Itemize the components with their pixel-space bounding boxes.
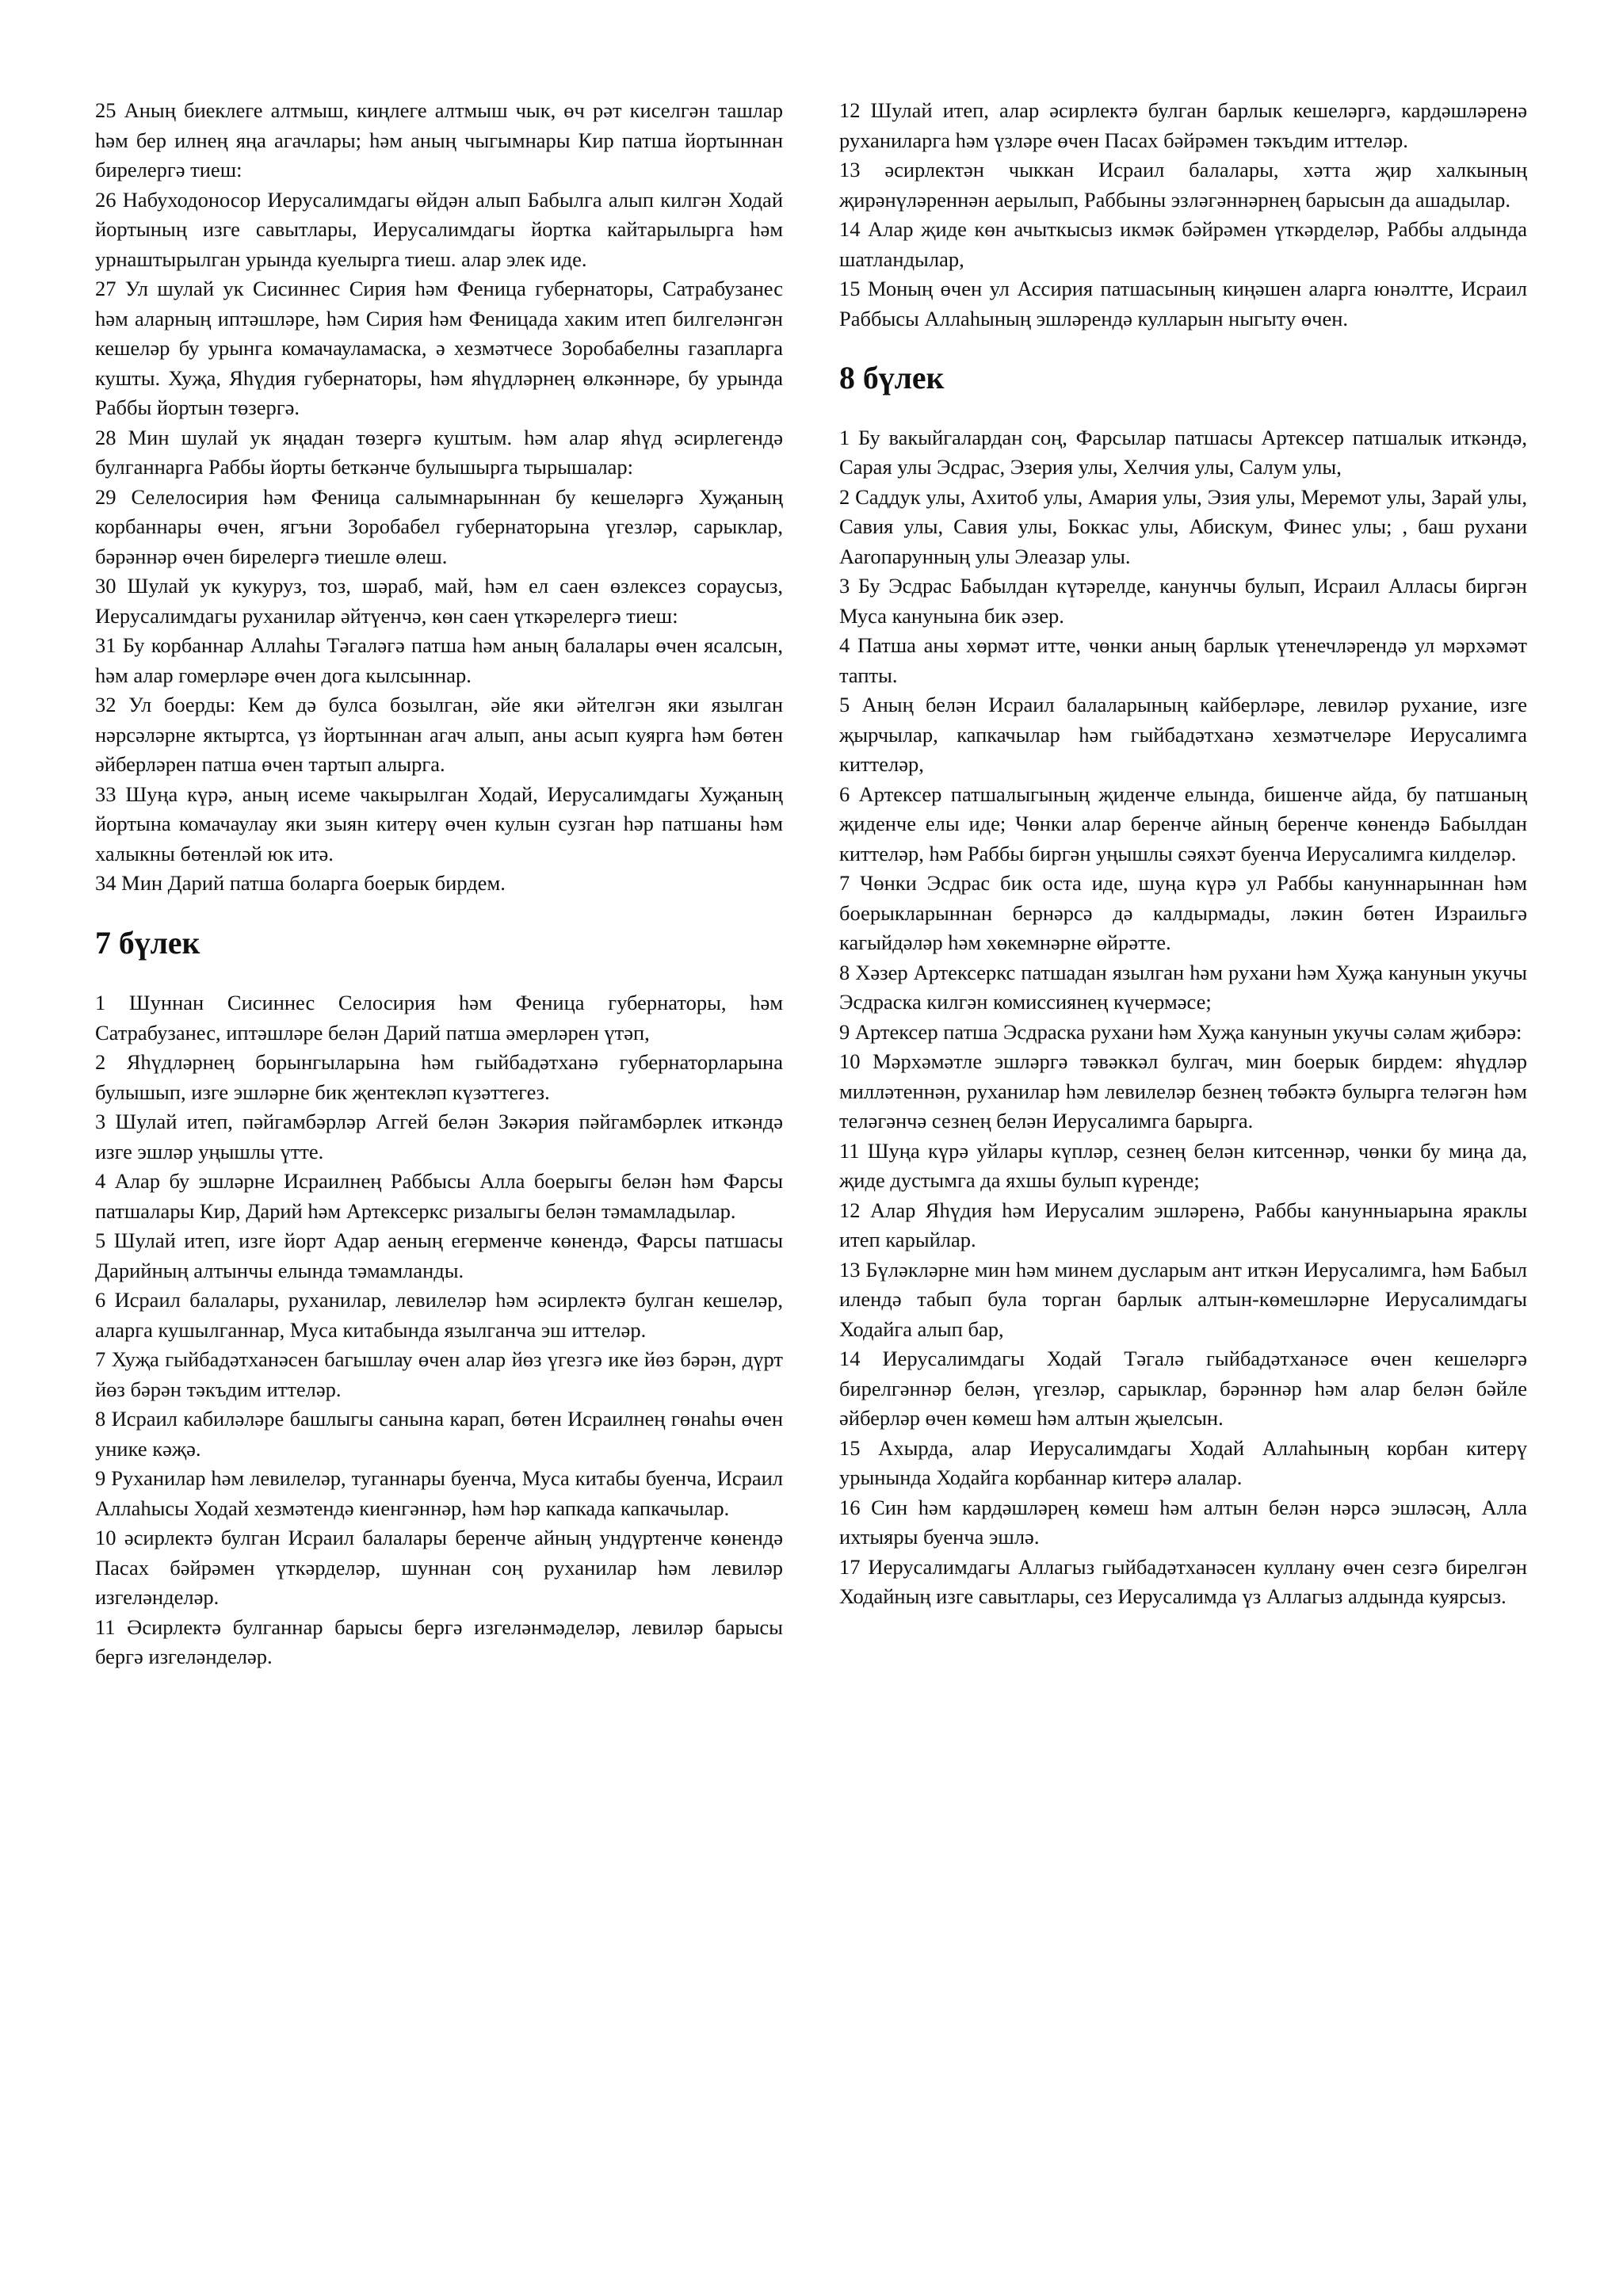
verse-7-15: 15 Моның өчен ул Ассирия патшасының киңәшен аларга юнәлтте, Исраил Раббысы Аллаһының эшләрендә кулларын ныгыту өчен. — [839, 277, 1527, 330]
verse-6-26: 26 Набуходоносор Иерусалимдагы өйдән алып Бабылга алып килгән Ходай йортының изге савытлары, Иерусалимдагы йортка кайтарылырга һәм урнаштырылган урында куелырга тиеш. алар элек иде. — [95, 187, 783, 271]
verse-8-14: 14 Иерусалимдагы Ходай Тәгалә гыйбадәтханәсе өчен кешеләргә бирелгәннәр белән, үгезләр, сарыклар, бәрәннәр һәм алар белән бәйле әйберләр өчен көмеш һәм алтын җыелсын. — [839, 1347, 1527, 1430]
verse-8-5: 5 Аның белән Исраил балаларының кайберләре, левиләр рухание, изге җырчылар, капкачылар һәм гыйбадәтханә хезмәтчеләре Иерусалимга киттеләр, — [839, 693, 1527, 776]
chapter-heading-7: 7 бүлек — [95, 925, 200, 961]
verse-6-25: 25 Аның биеклеге алтмыш, киңлеге алтмыш чык, өч рәт киселгән ташлар һәм бер илнең яңа агачлары; һәм аның чыгымнары Кир патша йортыннан бирелергә тиеш: — [95, 98, 783, 181]
verse-7-11: 11 Әсирлектә булганнар барысы бергә изгеләнмәделәр, левиләр барысы бергә изгеләнделәр. — [95, 1614, 783, 1668]
verse-7-9: 9 Руханилар һәм левилеләр, туганнары буенча, Муса китабы буенча, Исраил Аллаһысы Ходай хезмәтендә киенгәннәр, һәм һәр капкада капкачылар. — [95, 1466, 783, 1520]
verse-7-3: 3 Шулай итеп, пәйгамбәрләр Аггей белән Зәкәрия пәйгамбәрлек иткәндә изге эшләр уңышлы үтте. — [95, 1110, 783, 1163]
verse-8-12: 12 Алар Яһүдия һәм Иерусалим эшләренә, Раббы канунныарына яраклы итеп карыйлар. — [839, 1198, 1527, 1251]
verse-8-6: 6 Артексер патшалыгының җиденче елында, бишенче айда, бу патшаның җиденче елы иде; Чөнки алар беренче айның беренче көнендә Бабылдан киттеләр, һәм Раббы биргән уңышлы сәяхәт буенча Иерусалимга килделәр. — [839, 781, 1527, 865]
chapter-heading-8: 8 бүлек — [839, 361, 945, 395]
verse-8-15: 15 Ахырда, алар Иерусалимдагы Ходай Аллаһының корбан китерү урынында Ходайга корбаннар китерә алалар. — [839, 1435, 1527, 1489]
verse-6-30: 30 Шулай ук кукуруз, тоз, шәраб, май, һәм ел саен өзлексез сораусыз, Иерусалимдагы руханилар әйтүенчә, көн саен үткәрелергә тиеш: — [95, 574, 783, 628]
verse-8-11: 11 Шуңа күрә уйлары күпләр, сезнең белән китсеннәр, чөнки бу миңа да, җиде дустымга да яхшы булып күренде; — [839, 1138, 1527, 1192]
verse-7-5: 5 Шулай итеп, изге йорт Адар аеның егерменче көнендә, Фарсы патшасы Дарийның алтынчы елында тәмамланды. — [95, 1228, 783, 1282]
verse-8-9: 9 Артексер патша Эсдраска рухани һәм Хуҗа канунын укучы сәлам җибәрә: — [839, 1019, 1522, 1044]
left-column — [95, 96, 783, 1672]
verse-6-29: 29 Селелосирия һәм Феница салымнарыннан бу кешеләргә Хуҗаның корбаннары өчен, ягъни Зоробабел губернаторына үгезләр, сарыклар, бәрәннәр өчен бирелергә тиешле өлеш. — [95, 484, 783, 568]
verse-6-31: 31 Бу корбаннар Аллаһы Тәгаләгә патша һәм аның балалары өчен ясалсын, һәм алар гомерләре өчен дога кылсыннар. — [95, 633, 783, 687]
verse-7-2: 2 Яһүдләрнең борынгыларына һәм гыйбадәтханә губернаторларына булышып, изге эшләрне бик җентекләп күзәттегез. — [95, 1050, 783, 1104]
verse-6-28: 28 Мин шулай ук яңадан төзергә куштым. һәм алар яһүд әсирлегендә булганнарга Раббы йорты беткәнче булышырга тырышалар: — [95, 425, 783, 479]
right-column — [839, 96, 1527, 1612]
verse-7-1: 1 Шуннан Сисиннес Селосирия һәм Феница губернаторы, һәм Сатрабузанес, иптәшләре белән Дарий патша әмерләрен үтәп, — [95, 991, 783, 1045]
verse-7-8: 8 Исраил кабиләләре башлыгы санына карап, бөтен Исраилнең гөнаһы өчен унике кәҗә. — [95, 1407, 783, 1461]
verse-8-4: 4 Патша аны хөрмәт итте, чөнки аның барлык үтенечләрендә ул мәрхәмәт тапты. — [839, 633, 1527, 687]
verse-8-1: 1 Бу вакыйгалардан соң, Фарсылар патшасы Артексер патшалык иткәндә, Сарая улы Эсдрас, Эзерия улы, Хелчия улы, Салум улы, — [839, 425, 1527, 479]
verse-7-12: 12 Шулай итеп, алар әсирлектә булган барлык кешеләргә, кардәшләренә руханиларга һәм үзләре өчен Пасах бәйрәмен тәкъдим иттеләр. — [839, 98, 1527, 152]
verse-6-27: 27 Ул шулай ук Сисиннес Сирия һәм Феница губернаторы, Сатрабузанес һәм аларның иптәшләре, һәм Сирия һәм Феницада хаким итеп билгеләнгән кешеләр бу урынга комачауламаска, ә хезмәтчесе Зоробабелны газапларга кушты. Хуҗа, Яһүдия губернаторы, һәм яһүдләрнең өлкәннәре, бу урында Раббы йортын төзергә. — [95, 277, 783, 419]
verse-8-2: 2 Саддук улы, Ахитоб улы, Амария улы, Эзия улы, Меремот улы, Зарай улы, Савия улы, Савия улы, Боккас улы, Абискум, Финес улы; , баш рухани Ааrопарунның улы Элеазар улы. — [839, 484, 1527, 568]
verse-7-13: 13 әсирлектән чыккан Исраил балалары, хәтта җир халкының җирәнүләреннән аерылып, Раббыны эзләгәннәрнең барысын да ашадылар. — [839, 158, 1527, 212]
verse-8-7: 7 Чөнки Эсдрас бик оста иде, шуңа күрә ул Раббы кануннарыннан һәм боерыкларыннан бернәрсә дә калдырмады, ләкин бөтен Израильгә кагыйдәләр һәм хөкемнәрне өйрәтте. — [839, 871, 1527, 954]
verse-8-13: 13 Бүләкләрне мин һәм минем дусларым ант иткән Иерусалимга, һәм Бабыл илендә табып була торган барлык алтын-көмешләрне Иерусалимдагы Ходайга алып бар, — [839, 1257, 1527, 1341]
verse-8-3: 3 Бу Эсдрас Бабылдан күтәрелде, канунчы булып, Исраил Алласы биргән Муса канунына бик әзер. — [839, 574, 1527, 628]
verse-8-17: 17 Иерусалимдагы Аллагыз гыйбадәтханәсен куллану өчен сезгә бирелгән Ходайның изге савытлары, сез Иерусалимда үз Аллагыз алдында куярсыз. — [839, 1554, 1527, 1608]
verse-7-4: 4 Алар бу эшләрне Исраилнең Раббысы Алла боерыгы белән һәм Фарсы патшалары Кир, Дарий һәм Артексеркс ризалыгы белән тәмамладылар. — [95, 1169, 783, 1223]
verse-6-32: 32 Ул боерды: Кем дә булса бозылган, әйе яки әйтелгән яки язылган нәрсәләрне яктыртса, үз йортыннан агач алып, аны асып куярга һәм бөтен әйберләрен патша өчен тартып алырга. — [95, 693, 783, 776]
verse-7-14: 14 Алар җиде көн ачыткысыз икмәк бәйрәмен үткәрделәр, Раббы алдында шатландылар, — [839, 217, 1527, 271]
verse-8-16: 16 Син һәм кардәшләрең көмеш һәм алтын белән нәрсә эшләсәң, Алла ихтыяры буенча эшлә. — [839, 1495, 1527, 1549]
verse-7-7: 7 Хуҗа гыйбадәтханәсен багышлау өчен алар йөз үгезгә ике йөз бәрән, дүрт йөз бәрән тәкъдим иттеләр. — [95, 1347, 783, 1401]
verse-8-10: 10 Мәрхәмәтле эшләргә тәвәккәл булгач, мин боерык бирдем: яһүдләр милләтеннән, руханилар һәм левилеләр безнең төбәктә булырга теләгән һәм теләгәнчә сезнең белән Иерусалимга барырга. — [839, 1049, 1527, 1133]
verse-8-8: 8 Хәзер Артексеркс патшадан язылган һәм рухани һәм Хуҗа канунын укучы Эсдраска килгән комиссиянең күчермәсе; — [839, 960, 1527, 1014]
verse-7-6: 6 Исраил балалары, руханилар, левилеләр һәм әсирлектә булган кешеләр, аларга кушылганнар, Муса китабында язылганча эш иттеләр. — [95, 1288, 783, 1342]
verse-6-34: 34 Мин Дарий патша боларга боерык бирдем. — [95, 871, 506, 895]
verse-7-10: 10 әсирлектә булган Исраил балалары беренче айның ундүртенче көнендә Пасах бәйрәмен үткәрделәр, шуннан соң руханилар һәм левиләр изгеләнделәр. — [95, 1526, 783, 1609]
verse-6-33: 33 Шуңа күрә, аның исеме чакырылган Ходай, Иерусалимдагы Хуҗаның йортына комачаулау яки зыян китерү өчен кулын сузган һәр патшаны һәм халыкны бөтенләй юк итә. — [95, 781, 783, 865]
